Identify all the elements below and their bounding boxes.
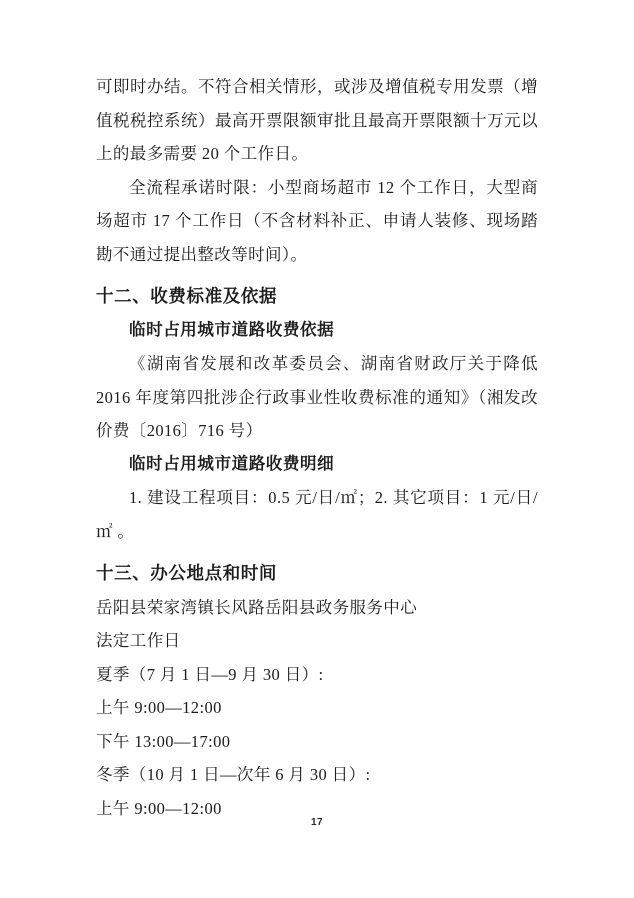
subheading-road-occupation-fee-basis: 临时占用城市道路收费依据	[129, 320, 335, 339]
line-legal-workdays: 法定工作日	[96, 631, 181, 650]
section-heading-12-fee-standards: 十二、收费标准及依据	[96, 286, 277, 306]
line-winter-morning-hours: 上午 9:00—12:00	[96, 798, 222, 818]
paragraph-invoice-limit: 可即时办结。不符合相关情形，或涉及增值税专用发票（增值税税控系统）最高开票限额审批且最高开票限额十万元以上的最多需要 20 个工作日。	[96, 77, 538, 163]
page-number: 17	[310, 817, 324, 828]
subheading-road-occupation-fee-detail: 临时占用城市道路收费明细	[129, 454, 335, 473]
paragraph-process-time-commitment: 全流程承诺时限：小型商场超市 12 个工作日，大型商场超市 17 个工作日（不含材料补正、申请人装修、现场踏勘不通过提出整改等时间）。	[96, 177, 538, 264]
section-heading-13-office-location-time: 十三、办公地点和时间	[96, 563, 277, 583]
paragraph-fee-basis-citation: 《湖南省发展和改革委员会、湖南省财政厅关于降低 2016 年度第四批涉企行政事业性收费标准的通知》（湘发改价费〔2016〕716 号）	[96, 354, 538, 440]
line-winter-season: 冬季（10 月 1 日—次年 6 月 30 日）:	[96, 765, 371, 784]
paragraph-fee-detail-rates: 1. 建设工程项目：0.5 元/日/㎡；2. 其它项目：1 元/日/㎡ 。	[96, 488, 538, 541]
line-summer-morning-hours: 上午 9:00—12:00	[96, 698, 222, 717]
line-summer-season: 夏季（7 月 1 日—9 月 30 日）:	[96, 664, 324, 684]
line-office-address: 岳阳县荣家湾镇长风路岳阳县政务服务中心	[96, 597, 418, 617]
line-summer-afternoon-hours: 下午 13:00—17:00	[96, 731, 231, 751]
